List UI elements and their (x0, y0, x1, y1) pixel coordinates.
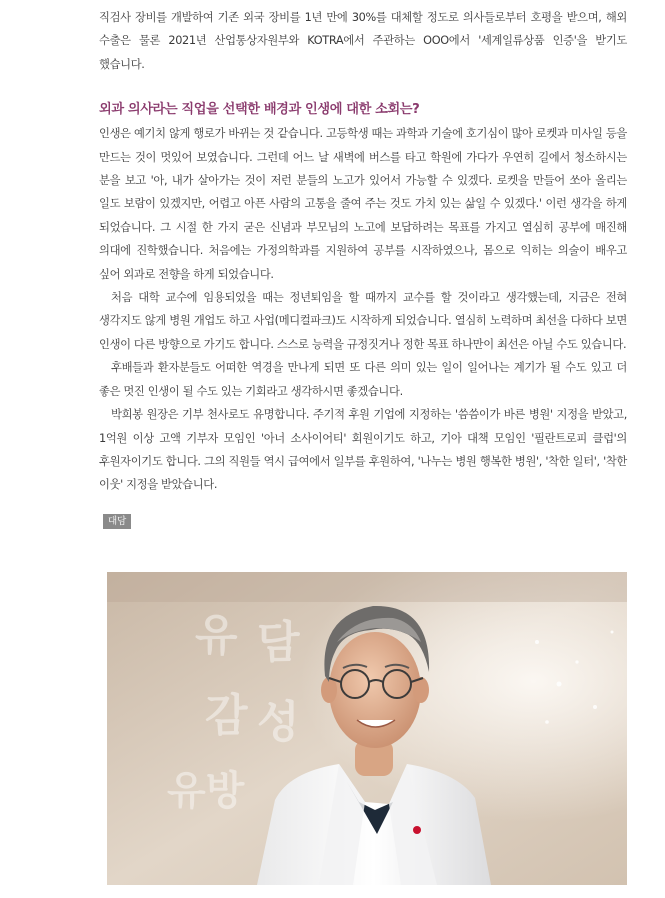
paragraph-3: 후배들과 환자분들도 어떠한 역경을 만나게 되면 또 다른 의미 있는 일이 일어나는 계기가 될 수도 있고 더 좋은 멋진 인생이 될 수도 있는 기회라고 생각하시면 좋겠습니다. (99, 361, 627, 398)
red-pin (413, 826, 421, 834)
wall-glyph-4: 성 (257, 697, 300, 748)
portrait-photo (107, 572, 627, 885)
wall-glyph-3: 감 (205, 690, 248, 741)
lead-paragraph: 직검사 장비를 개발하여 기존 외국 장비를 1년 만에 30%를 대체할 정도로 의사들로부터 호평을 받으며, 해외 수출은 물론 2021년 산업통상자원부와 KOTRA에서 주관하는 OOO에서 '세계일류상품 인증'을 받기도 했습니다. (99, 11, 627, 71)
section-heading: 외과 의사라는 직업을 선택한 배경과 인생에 대한 소회는? (99, 102, 420, 118)
wall-glyph-1: 유 (195, 610, 238, 661)
wall-glyph-5: 유방 (167, 768, 245, 814)
paragraph-4: 박희봉 원장은 기부 천사로도 유명합니다. 주기적 후원 기업에 지정하는 '씀씀이가 바른 병원' 지정을 받았고, 1억원 이상 고액 기부자 모임인 '아너 소사이어티' 회원이기도 하고, 기아 대책 모임인 '필란트로피 클럽'의 후원자이기도 합니다. 그의 직원들 역시 급여에서 일부를 후원하여, '나누는 병원 행복한 병원', '착한 일터', '착한 이웃' 지정을 받았습니다. (99, 408, 627, 492)
wall-sign-band (107, 572, 627, 602)
paragraph-2: 처음 대학 교수에 임용되었을 때는 정년퇴임을 할 때까지 교수를 할 것이라고 생각했는데, 지금은 전혀 생각지도 않게 병원 개업도 하고 사업(메디컬파크)도 시작하게 되었습니다. 열심히 노력하며 최선을 다하다 보면 인생이 다른 방향으로 가기도 합니다. 스스로 능력을 규정짓거나 정한 목표 하나만이 최선은 아닐 수도 있습니다. (99, 291, 627, 351)
paragraph-1: 인생은 예기치 않게 행로가 바뀌는 것 같습니다. 고등학생 때는 과학과 기술에 호기심이 많아 로켓과 미사일 등을 만드는 것이 멋있어 보였습니다. 그런데 어느 날 새벽에 버스를 타고 학원에 가다가 우연히 길에서 청소하시는 분을 보고 '아, 내가 살아가는 것이 저런 분들의 노고가 있어서 가능할 수 있겠다. 로켓을 만들어 쏘아 올리는 일도 보람이 있겠지만, 어렵고 아픈 사람의 고통을 줄여 주는 것도 가치 있는 삶일 수 있겠다.' 이런 생각을 하게 되었습니다. 그 시절 한 가지 굳은 신념과 부모님의 노고에 보답하려는 목표를 가지고 열심히 공부에 매진해 의대에 진학했습니다. 처음에는 가정의학과를 지원하여 공부를 시작하였으나, 몸으로 익히는 의술이 배우고 싶어 외과로 전향을 하게 되었습니다. (99, 127, 627, 281)
article (99, 0, 627, 529)
interview-tag: 대담 (103, 514, 131, 529)
wall-glyph-2: 담 (257, 617, 300, 668)
